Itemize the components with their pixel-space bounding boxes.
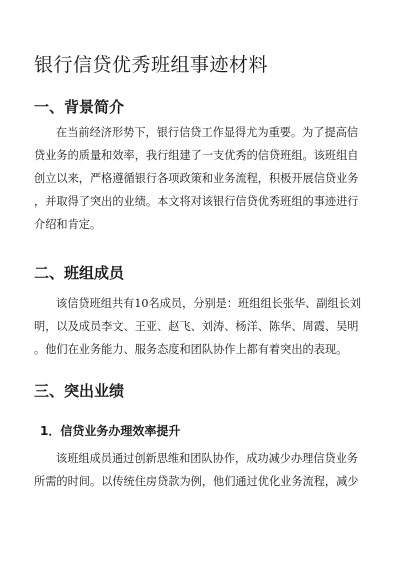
- paragraph-line: 创立以来，严格遵循银行各项政策和业务流程，积极开展信贷业务: [34, 172, 359, 185]
- paragraph-line: 所需的时间。以传统住房贷款为例，他们通过优化业务流程，减少: [34, 475, 359, 488]
- document-title: 银行信贷优秀班组事迹材料: [34, 54, 269, 76]
- paragraph-efficiency: [34, 447, 366, 493]
- paragraph-line: ，并取得了突出的业绩。本文将对该银行信贷优秀班组的事迹进行: [34, 195, 359, 208]
- paragraph-line: 明，以及成员李文、王亚、赵飞、刘涛、杨洋、陈华、周霞、吴明: [34, 320, 359, 333]
- paragraph-members: [34, 292, 366, 361]
- paragraph-line: 该班组成员通过创新思维和团队协作，成功减少办理信贷业务: [56, 452, 359, 465]
- paragraph-background: [34, 121, 366, 236]
- paragraph-line: 贷业务的质量和效率，我行组建了一支优秀的信贷班组。该班组自: [34, 149, 359, 162]
- paragraph-line: 介绍和肯定。: [34, 218, 102, 231]
- section-heading-members: 二、班组成员: [34, 264, 125, 282]
- section-heading-background: 一、背景简介: [34, 98, 125, 116]
- subsection-heading-efficiency: 1．信贷业务办理效率提升: [40, 424, 181, 438]
- paragraph-line: 在当前经济形势下，银行信贷工作显得尤为重要。为了提高信: [56, 126, 359, 139]
- section-heading-achievements: 三、突出业绩: [34, 382, 125, 400]
- paragraph-line: 。他们在业务能力、服务态度和团队协作上都有着突出的表现。: [34, 343, 348, 356]
- paragraph-line: 该信贷班组共有10名成员，分别是：班组组长张华、副组长刘: [56, 297, 362, 310]
